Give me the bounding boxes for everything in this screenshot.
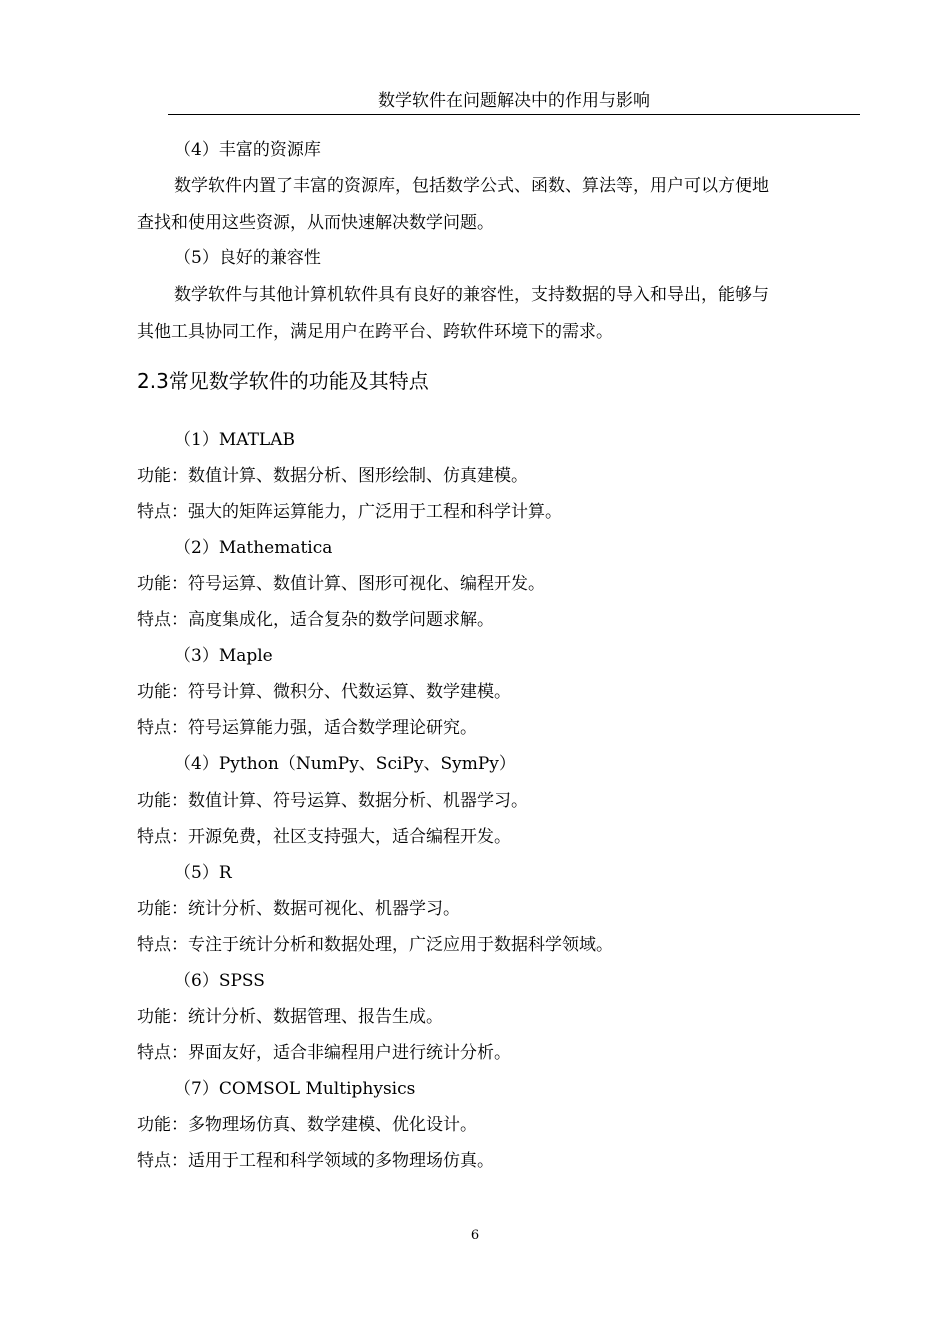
running-header: 数学软件在问题解决中的作用与影响	[168, 88, 860, 115]
software-title-comsol: （7）COMSOL Multiphysics	[174, 1079, 416, 1099]
page-number: 6	[470, 1228, 480, 1243]
item4-body-line1: 数学软件内置了丰富的资源库，包括数学公式、函数、算法等，用户可以方便地	[174, 176, 769, 196]
software-function-r: 功能：统计分析、数据可视化、机器学习。	[137, 899, 460, 919]
item4-title: （4）丰富的资源库	[174, 140, 321, 160]
software-function-python: 功能：数值计算、符号运算、数据分析、机器学习。	[137, 791, 528, 811]
software-title-matlab: （1）MATLAB	[174, 430, 295, 450]
software-title-spss: （6）SPSS	[174, 971, 265, 991]
software-feature-comsol: 特点：适用于工程和科学领域的多物理场仿真。	[137, 1151, 494, 1171]
software-feature-spss: 特点：界面友好，适合非编程用户进行统计分析。	[137, 1043, 511, 1063]
software-feature-matlab: 特点：强大的矩阵运算能力，广泛用于工程和科学计算。	[137, 502, 562, 522]
software-function-mathematica: 功能：符号运算、数值计算、图形可视化、编程开发。	[137, 574, 545, 594]
software-feature-python: 特点：开源免费，社区支持强大，适合编程开发。	[137, 827, 511, 847]
software-function-matlab: 功能：数值计算、数据分析、图形绘制、仿真建模。	[137, 466, 528, 486]
software-title-r: （5）R	[174, 863, 232, 883]
software-title-maple: （3）Maple	[174, 646, 273, 666]
software-feature-r: 特点：专注于统计分析和数据处理，广泛应用于数据科学领域。	[137, 935, 613, 955]
item5-body-line1: 数学软件与其他计算机软件具有良好的兼容性，支持数据的导入和导出，能够与	[174, 285, 769, 305]
software-function-comsol: 功能：多物理场仿真、数学建模、优化设计。	[137, 1115, 477, 1135]
software-feature-mathematica: 特点：高度集成化，适合复杂的数学问题求解。	[137, 610, 494, 630]
software-title-mathematica: （2）Mathematica	[174, 538, 333, 558]
software-feature-maple: 特点：符号运算能力强，适合数学理论研究。	[137, 718, 477, 738]
item5-title: （5）良好的兼容性	[174, 248, 321, 268]
software-function-spss: 功能：统计分析、数据管理、报告生成。	[137, 1007, 443, 1027]
item5-body-line2: 其他工具协同工作，满足用户在跨平台、跨软件环境下的需求。	[137, 322, 613, 342]
item4-body-line2: 查找和使用这些资源，从而快速解决数学问题。	[137, 213, 494, 233]
section-heading: 2.3常见数学软件的功能及其特点	[137, 369, 429, 393]
software-function-maple: 功能：符号计算、微积分、代数运算、数学建模。	[137, 682, 511, 702]
software-title-python: （4）Python（NumPy、SciPy、SymPy）	[174, 754, 516, 774]
